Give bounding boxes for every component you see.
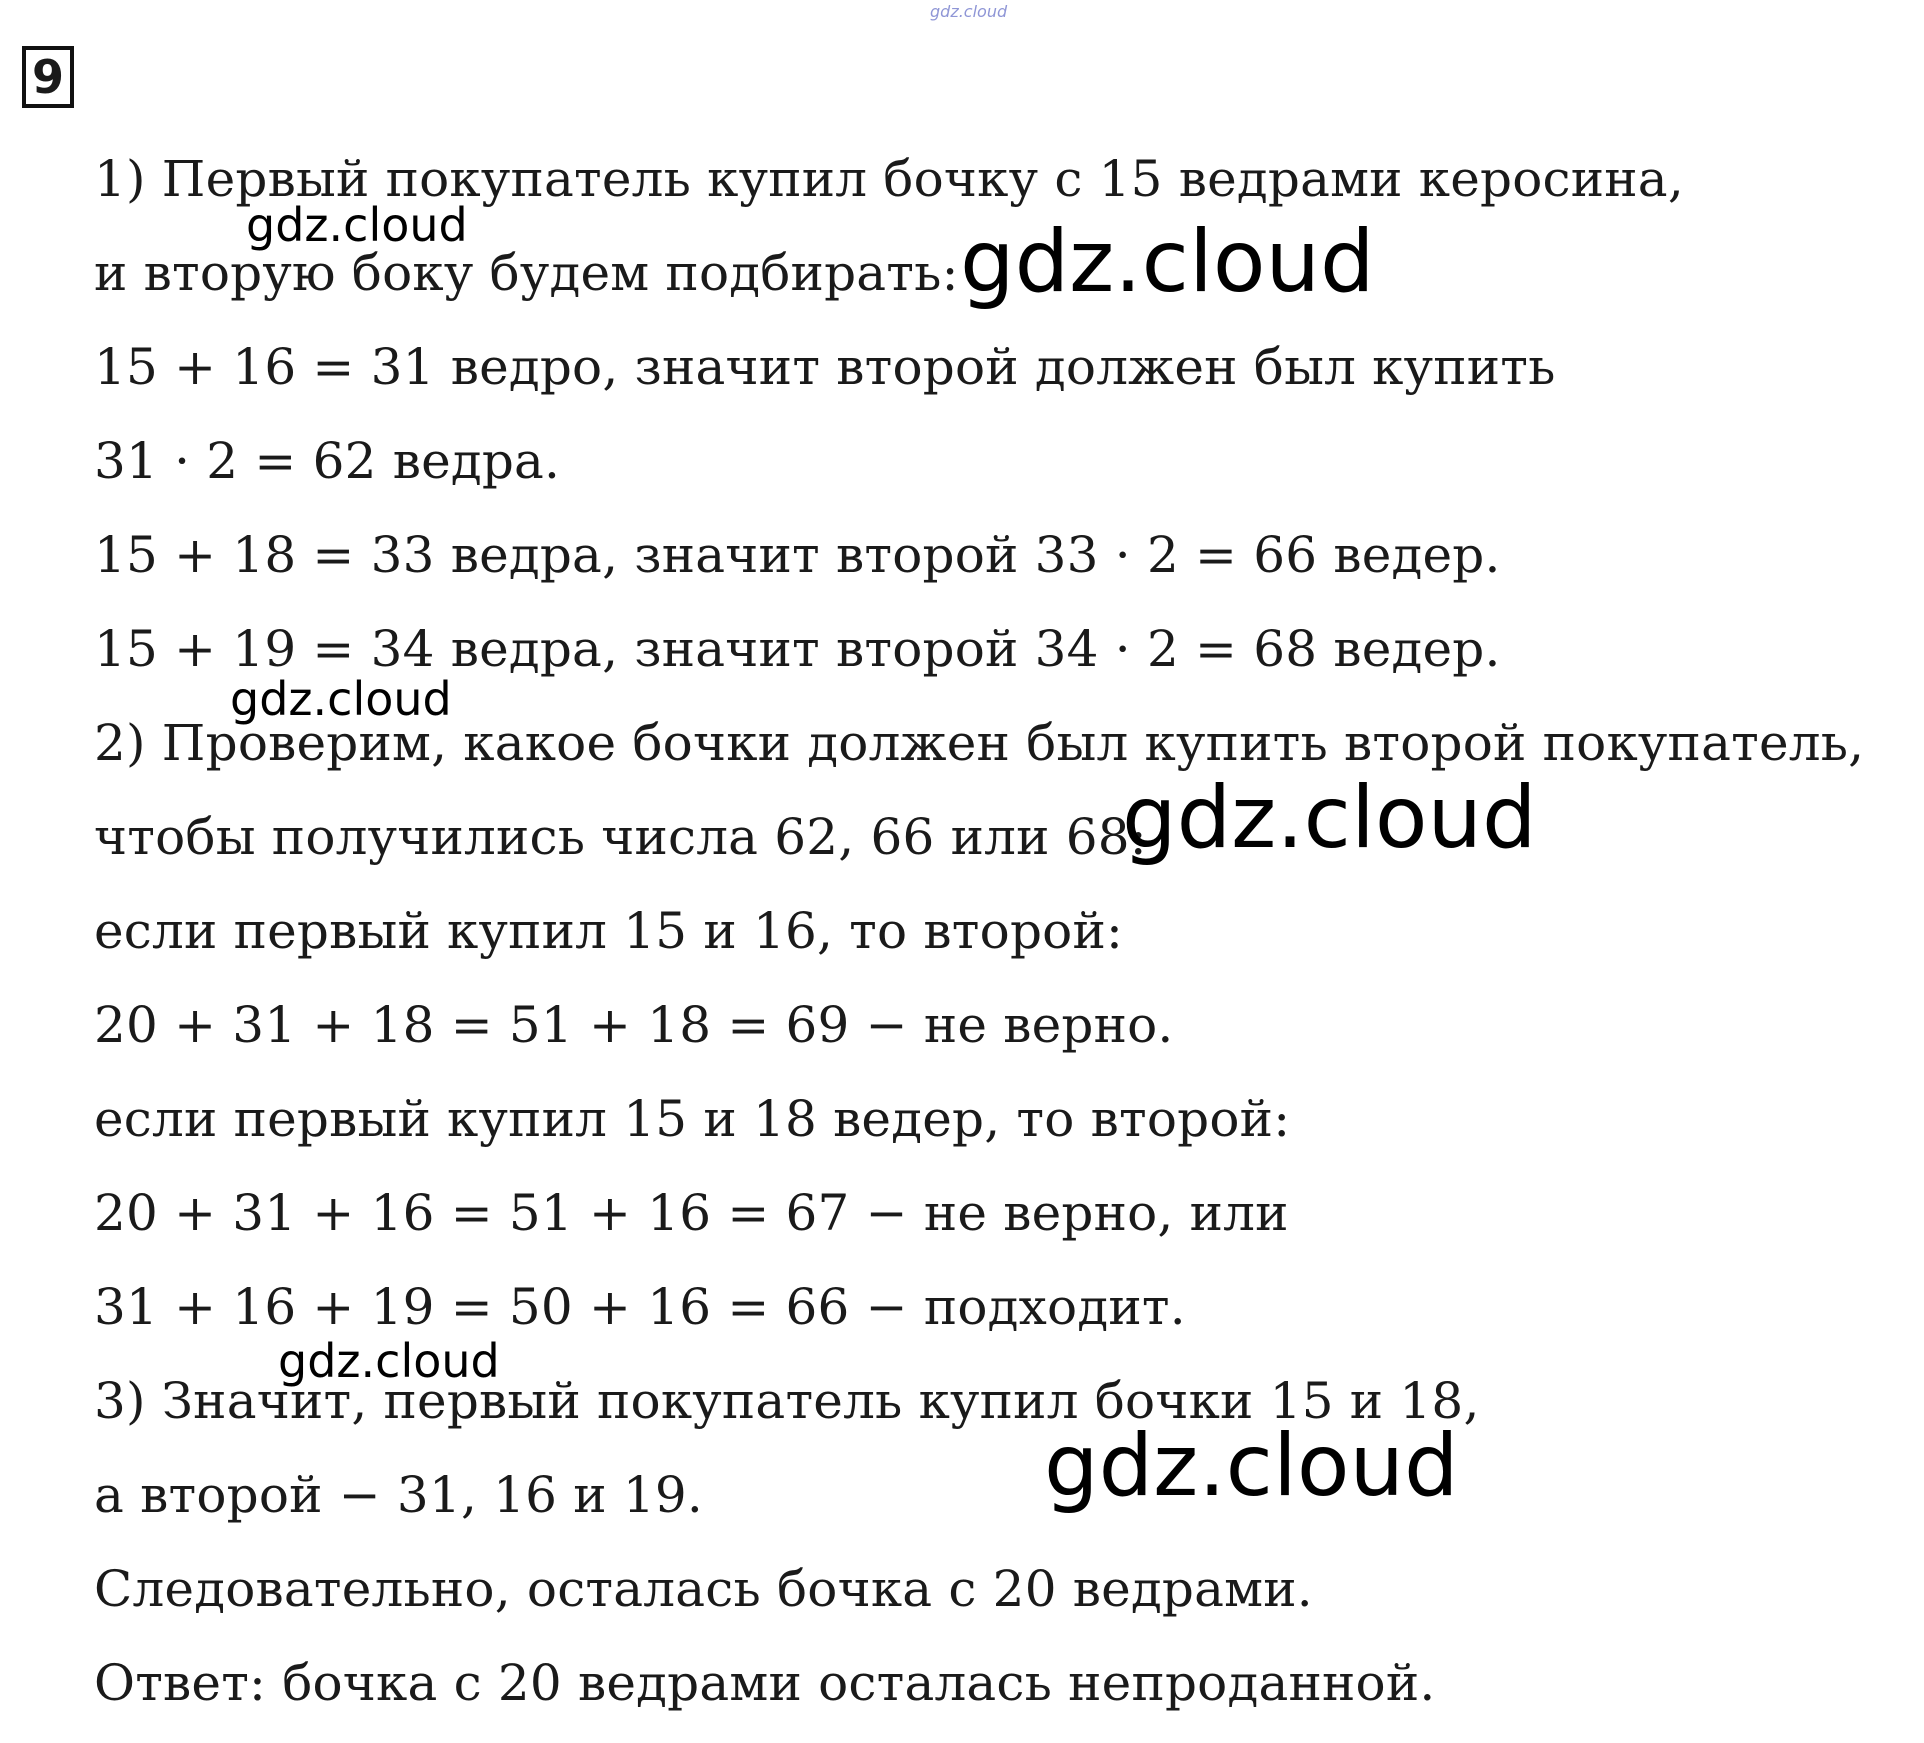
solution-line: 15 + 18 = 33 ведра, значит второй 33 · 2 = 66 ведер. <box>94 526 1501 584</box>
top-watermark: gdz.cloud <box>930 2 1008 21</box>
watermark: gdz.cloud <box>1044 1416 1459 1516</box>
solution-line: Ответ: бочка с 20 ведрами осталась непроданной. <box>94 1654 1436 1712</box>
solution-line: 3) Значит, первый покупатель купил бочки 15 и 18, <box>94 1372 1480 1430</box>
watermark: gdz.cloud <box>278 1334 500 1388</box>
watermark: gdz.cloud <box>230 672 452 726</box>
solution-line: Следовательно, осталась бочка с 20 ведрами. <box>94 1560 1313 1618</box>
solution-line: а второй − 31, 16 и 19. <box>94 1466 703 1524</box>
solution-line: 15 + 19 = 34 ведра, значит второй 34 · 2 = 68 ведер. <box>94 620 1501 678</box>
solution-line: 20 + 31 + 16 = 51 + 16 = 67 − не верно, или <box>94 1184 1289 1242</box>
solution-line: 31 + 16 + 19 = 50 + 16 = 66 − подходит. <box>94 1278 1186 1336</box>
solution-line: если первый купил 15 и 18 ведер, то второй: <box>94 1090 1291 1148</box>
watermark: gdz.cloud <box>246 198 468 252</box>
solution-line: 15 + 16 = 31 ведро, значит второй должен был купить <box>94 338 1556 396</box>
task-number-box: 9 <box>22 46 74 108</box>
watermark: gdz.cloud <box>960 212 1375 312</box>
solution-line: 1) Первый покупатель купил бочку с 15 ведрами керосина, <box>94 150 1684 208</box>
solution-line: чтобы получились числа 62, 66 или 68: <box>94 808 1147 866</box>
watermark: gdz.cloud <box>1122 768 1537 868</box>
solution-line: если первый купил 15 и 16, то второй: <box>94 902 1124 960</box>
solution-line: 31 · 2 = 62 ведра. <box>94 432 561 490</box>
solution-line: и вторую боку будем подбирать: <box>94 244 959 302</box>
solution-line: 2) Проверим, какое бочки должен был купить второй покупатель, <box>94 714 1865 772</box>
solution-line: 20 + 31 + 18 = 51 + 18 = 69 − не верно. <box>94 996 1174 1054</box>
